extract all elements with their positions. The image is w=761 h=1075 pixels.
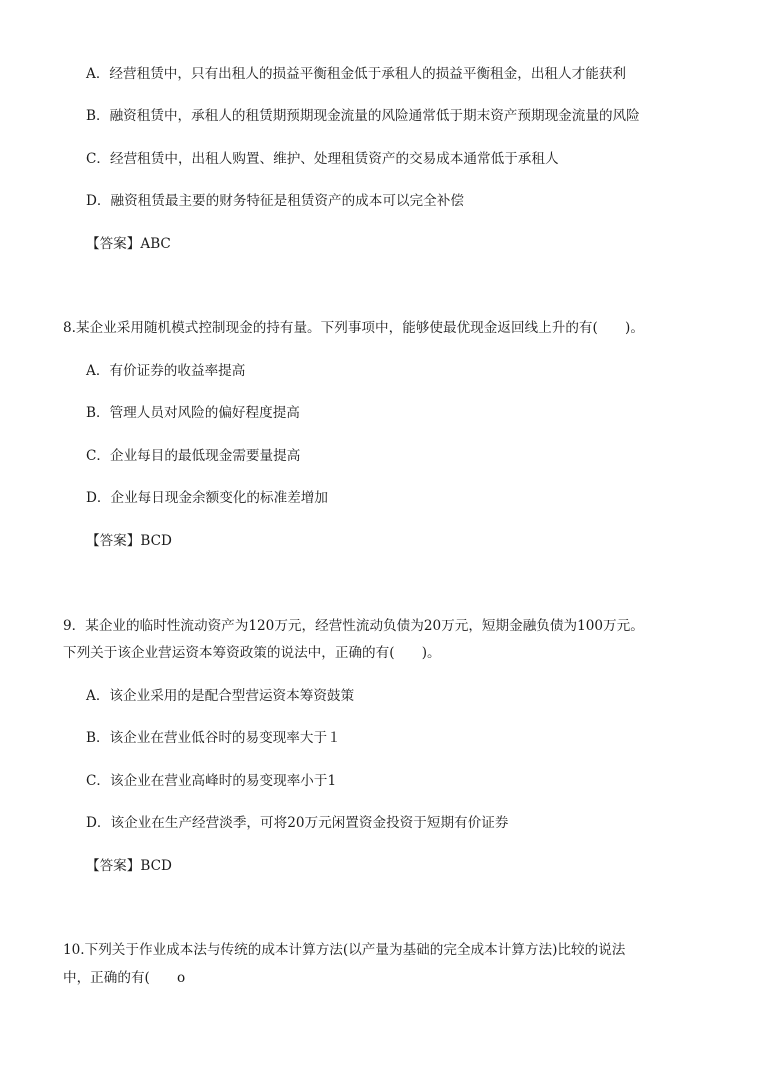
- q9-stem-line2: 下列关于该企业营运资本筹资政策的说法中，正确的有( )。: [63, 645, 441, 661]
- q7-option-c: C．经营租赁中，出租人购置、维护、处理租赁资产的交易成本通常低于承租人: [86, 151, 559, 167]
- q9-answer: 【答案】BCD: [86, 858, 172, 874]
- q8-stem: 8.某企业采用随机模式控制现金的持有量。下列事项中，能够使最优现金返回线上升的有( )。: [63, 320, 644, 336]
- q7-option-a: A．经营租赁中，只有出租人的损益平衡租金低于承租人的损益平衡租金，出租人才能获利: [86, 66, 626, 82]
- q9-option-d: D．该企业在生产经营淡季，可将20万元闲置资金投资于短期有价证券: [86, 815, 509, 831]
- q7-answer: 【答案】ABC: [86, 236, 171, 252]
- q10-stem-line2: 中，正确的有( o: [63, 970, 186, 986]
- q8-option-c: C．企业每目的最低现金需要量提高: [86, 448, 301, 464]
- q8-option-b: B．管理人员对风险的偏好程度提高: [86, 405, 300, 421]
- q8-option-a: A．有价证券的收益率提高: [86, 363, 246, 379]
- q7-option-d: D．融资租赁最主要的财务特征是租赁资产的成本可以完全补偿: [86, 193, 464, 209]
- q9-option-a: A．该企业采用的是配合型营运资本筹资鼓策: [86, 688, 355, 704]
- q9-stem-line1: 9．某企业的临时性流动资产为120万元，经营性流动负债为20万元，短期金融负债为100万元。: [63, 618, 644, 634]
- q8-option-d: D．企业每日现金余额变化的标准差增加: [86, 490, 328, 506]
- q10-stem-line1: 10.下列关于作业成本法与传统的成本计算方法(以产量为基础的完全成本计算方法)比较的说法: [63, 942, 626, 958]
- q9-option-c: C．该企业在营业高峰时的易变现率小于1: [86, 773, 337, 789]
- q8-answer: 【答案】BCD: [86, 533, 172, 549]
- q7-option-b: B．融资租赁中，承租人的租赁期预期现金流量的风险通常低于期末资产预期现金流量的风险: [86, 108, 640, 124]
- q9-option-b: B．该企业在营业低谷时的易变现率大于１: [86, 730, 341, 746]
